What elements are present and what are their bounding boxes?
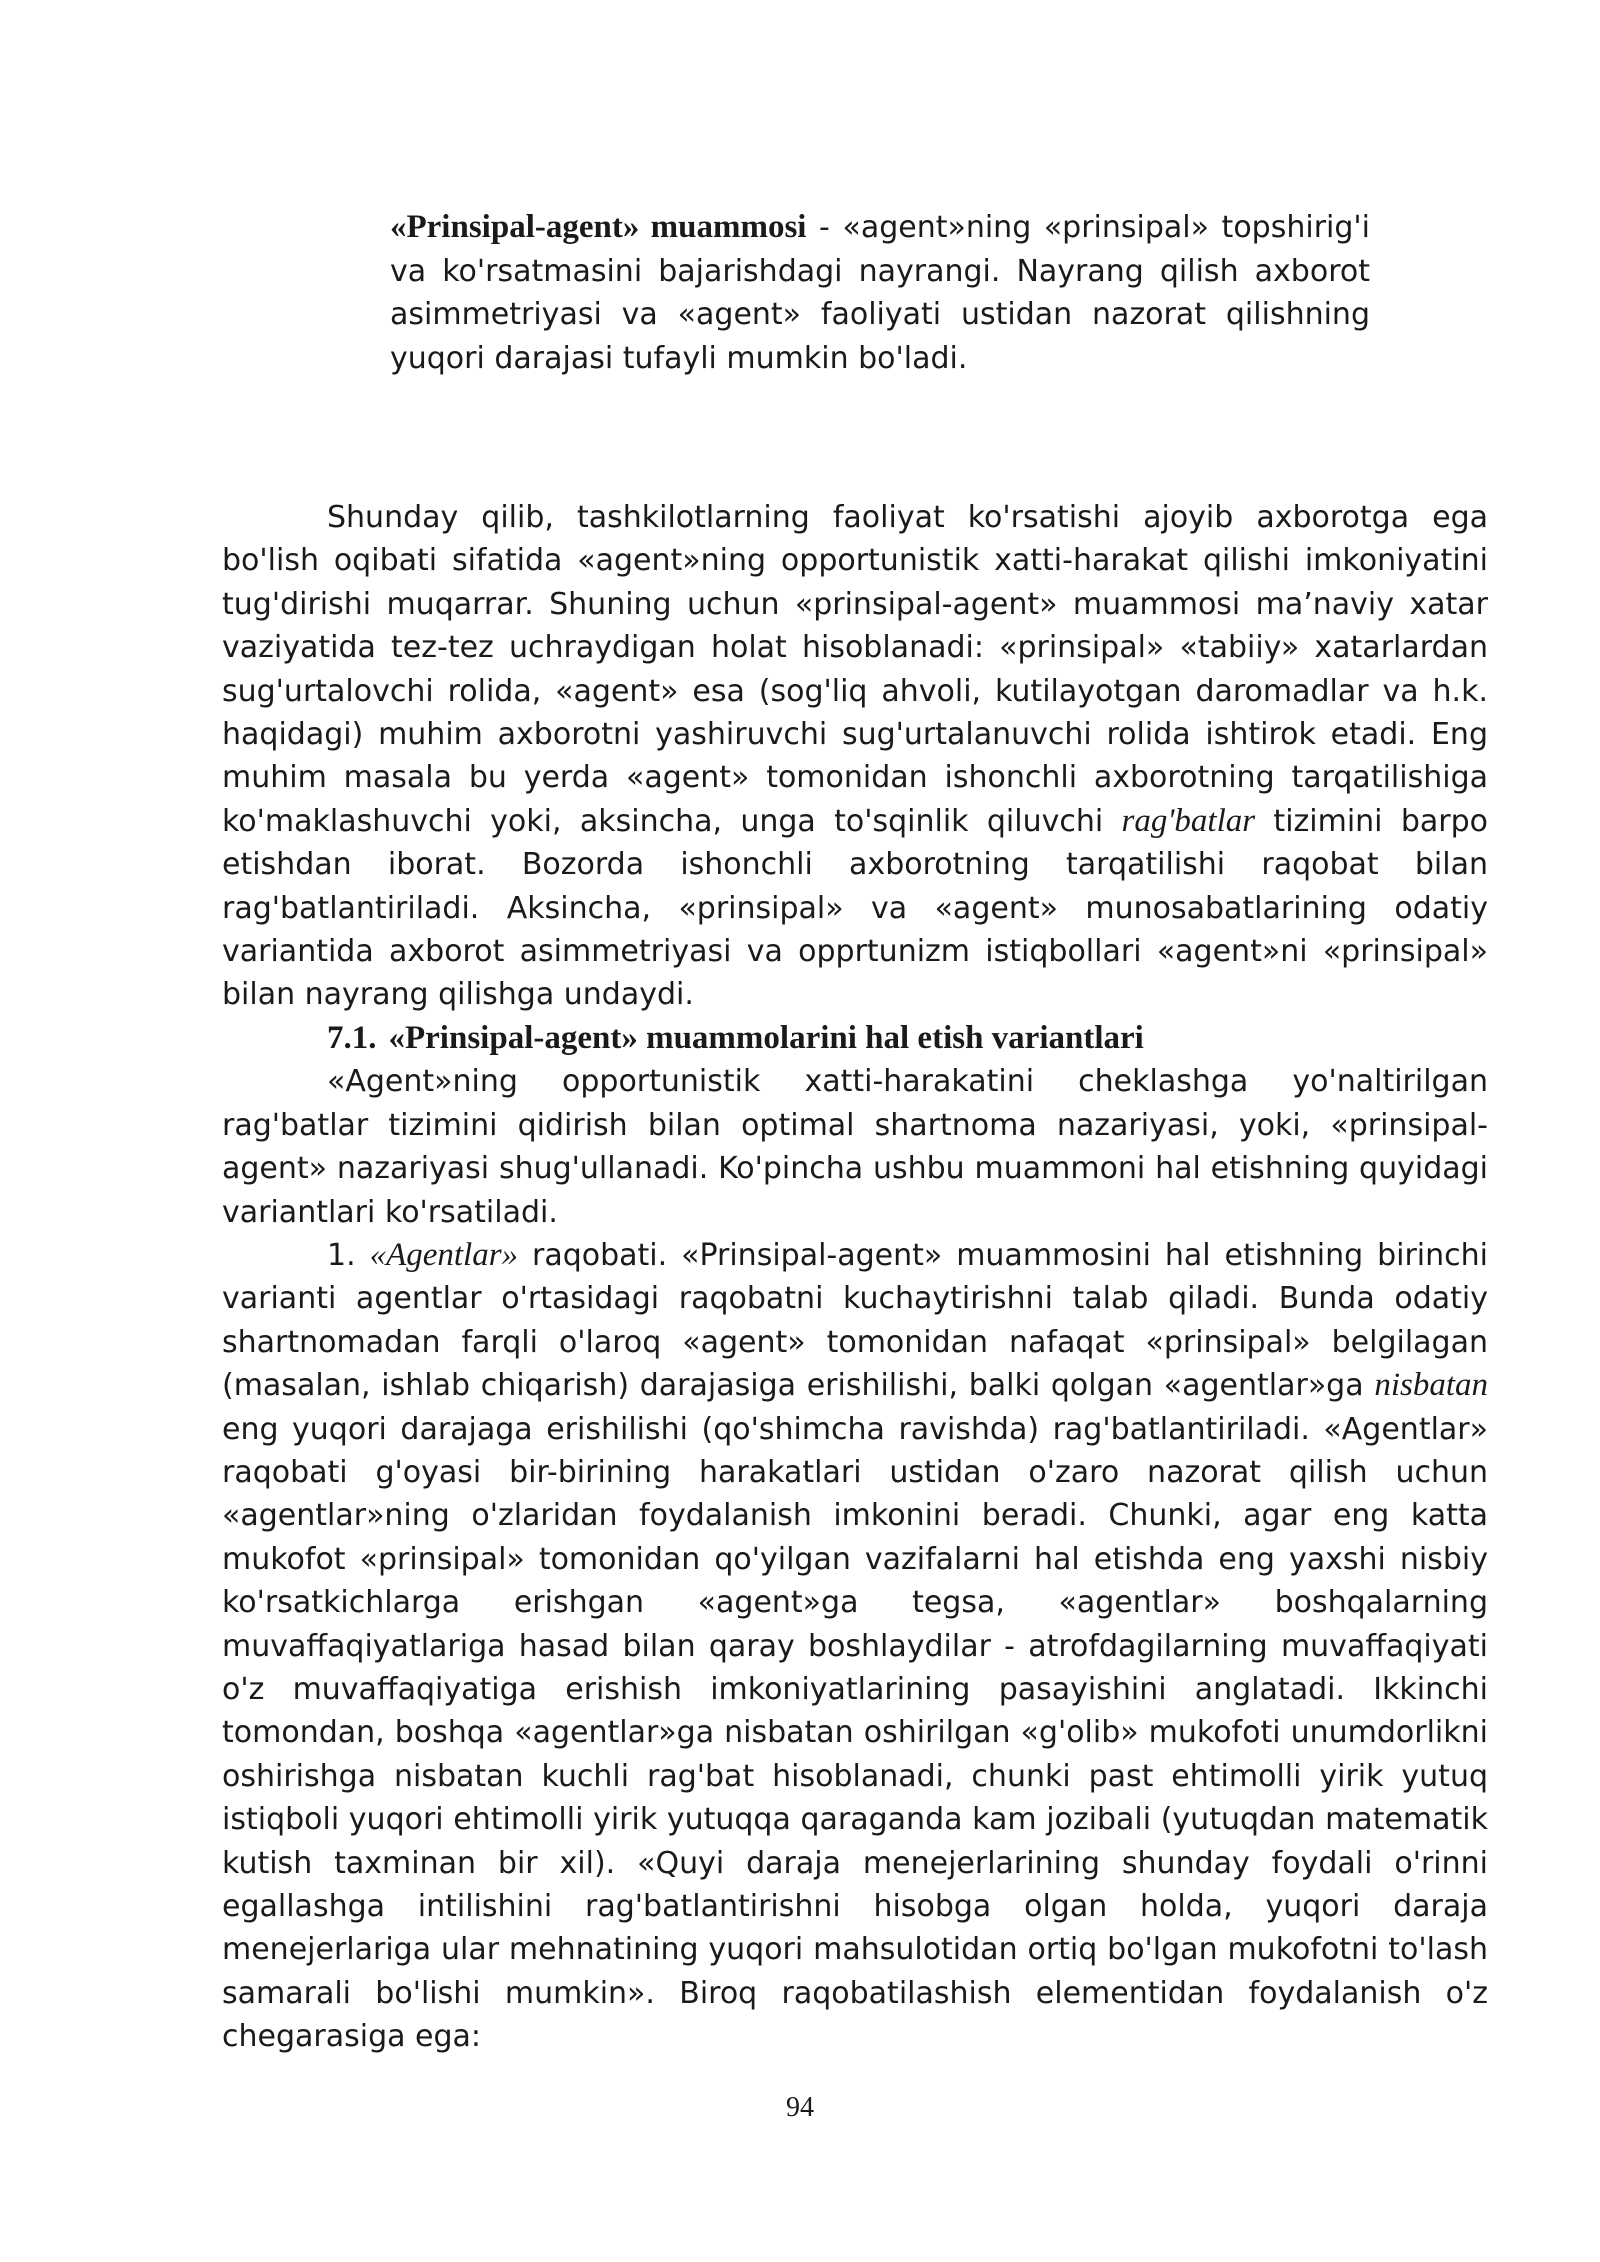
paragraph-1-italic: rag'batlar xyxy=(1121,802,1256,839)
section-heading xyxy=(222,1017,1488,1060)
paragraph-3-lead: 1. xyxy=(327,1237,370,1273)
definition-text: - «agent»ning «prinsipal» topshirig'i va ko'rsatmasini bajarishdagi nayrangi. Nayrang qilish axborot asimmetriyasi va «agent» faoliyati ustidan nazorat qilishning yuqori darajasi tufayli mumkin bo'ladi. xyxy=(390,210,1370,376)
paragraph-1-text-a: Shunday qilib, tashkilotlarning faoliyat ko'rsatishi ajoyib axborotga ega bo'lish oqibati sifatida «agent»ning opportunistik xatti-harakat qilishi imkoniyatini tug'dirishi muqarrar. Shuning uchun «prinsipal-agent» muammosi ma’naviy xatar vaziyatida tez-tez uchraydigan holat hisoblanadi: «prinsipal» «tabiiy» xatarlardan sug'urtalovchi rolida, «agent» esa (sog'liq ahvoli, kutilayotgan daromadlar va h.k. haqidagi) muhim axborotni yashiruvchi sug'urtalanuvchi rolida ishtirok etadi. Eng muhim masala bu yerda «agent» tomonidan ishonchli axborotning tarqatilishiga ko'maklashuvchi yoki, aksincha, unga to'sqinlik qiluvchi xyxy=(222,500,1488,839)
section-number: 7.1. xyxy=(327,1019,377,1056)
definition-term: «Prinsipal-agent» muammosi xyxy=(390,209,807,245)
paragraph-2: «Agent»ning opportunistik xatti-harakatini cheklashga yo'naltirilgan rag'batlar tizimini qidirish bilan optimal shartnoma nazariyasi, yoki, «prinsipal-agent» nazariyasi shug'ullanadi. Ko'pincha ushbu muammoni hal etishning quyidagi variantlari ko'rsatiladi. xyxy=(222,1064,1488,1230)
section-title: «Prinsipal-agent» muammolarini hal etish variantlari xyxy=(388,1019,1144,1056)
paragraph-3 xyxy=(222,1234,1488,2059)
paragraph-3-italic: nisbatan xyxy=(1374,1367,1488,1404)
paragraph-3-italic-term: «Agentlar» xyxy=(369,1236,519,1273)
main-text xyxy=(222,496,1488,2059)
definition-box xyxy=(390,206,1370,380)
paragraph-1-text-b: tizimini barpo etishdan iborat. Bozorda ishonchli axborotning tarqatilishi raqobat bilan rag'batlantiriladi. Aksincha, «prinsipal» va «agent» munosabatlarining odatiy variantida axborot asimmetriyasi va opprtunizm istiqbollari «agent»ni «prinsipal» bilan nayrang qilishga undaydi. xyxy=(222,803,1488,1013)
page-number: 94 xyxy=(786,2092,814,2123)
paragraph-3-text-b: eng yuqori darajaga erishilishi (qo'shimcha ravishda) rag'batlantiriladi. «Agentlar» raqobati g'oyasi bir-birining harakatlari ustidan o'zaro nazorat qilish uchun «agentlar»ning o'zlaridan foydalanish imkonini beradi. Chunki, agar eng katta mukofot «prinsipal» tomonidan qo'yilgan vazifalarni hal etishda eng yaxshi nisbiy ko'rsatkichlarga erishgan «agent»ga tegsa, «agentlar» boshqalarning muvaffaqiyatlariga hasad bilan qaray boshlaydilar - atrofdagilarning muvaffaqiyati o'z muvaffaqiyatiga erishish imkoniyatlarining pasayishini anglatadi. Ikkinchi tomondan, boshqa «agentlar»ga nisbatan oshirilgan «g'olib» mukofoti unumdorlikni oshirishga nisbatan kuchli rag'bat hisoblanadi, chunki past ehtimolli yirik yutuq istiqboli yuqori ehtimolli yirik yutuqqa qaraganda kam jozibali (yutuqdan matematik kutish taxminan bir xil). «Quyi daraja menejerlarining shunday foydali o'rinni egallashga intilishini rag'batlantirishni hisobga olgan holda, yuqori daraja menejerlariga ular mehnatining yuqori mahsulotidan ortiq bo'lgan mukofotni to'lash samarali bo'lishi mumkin». Biroq raqobatilashish elementidan foydalanish o'z chegarasiga ega: xyxy=(222,1411,1488,2055)
paragraph-1 xyxy=(222,496,1488,1017)
paragraph-3-text-a: raqobati. «Prinsipal-agent» muammosini hal etishning birinchi varianti agentlar o'rtasidagi raqobatni kuchaytirishni talab qiladi. Bunda odatiy shartnomadan farqli o'laroq «agent» tomonidan nafaqat «prinsipal» belgilagan (masalan, ishlab chiqarish) darajasiga erishilishi, balki qolgan «agentlar»ga xyxy=(222,1237,1488,1404)
